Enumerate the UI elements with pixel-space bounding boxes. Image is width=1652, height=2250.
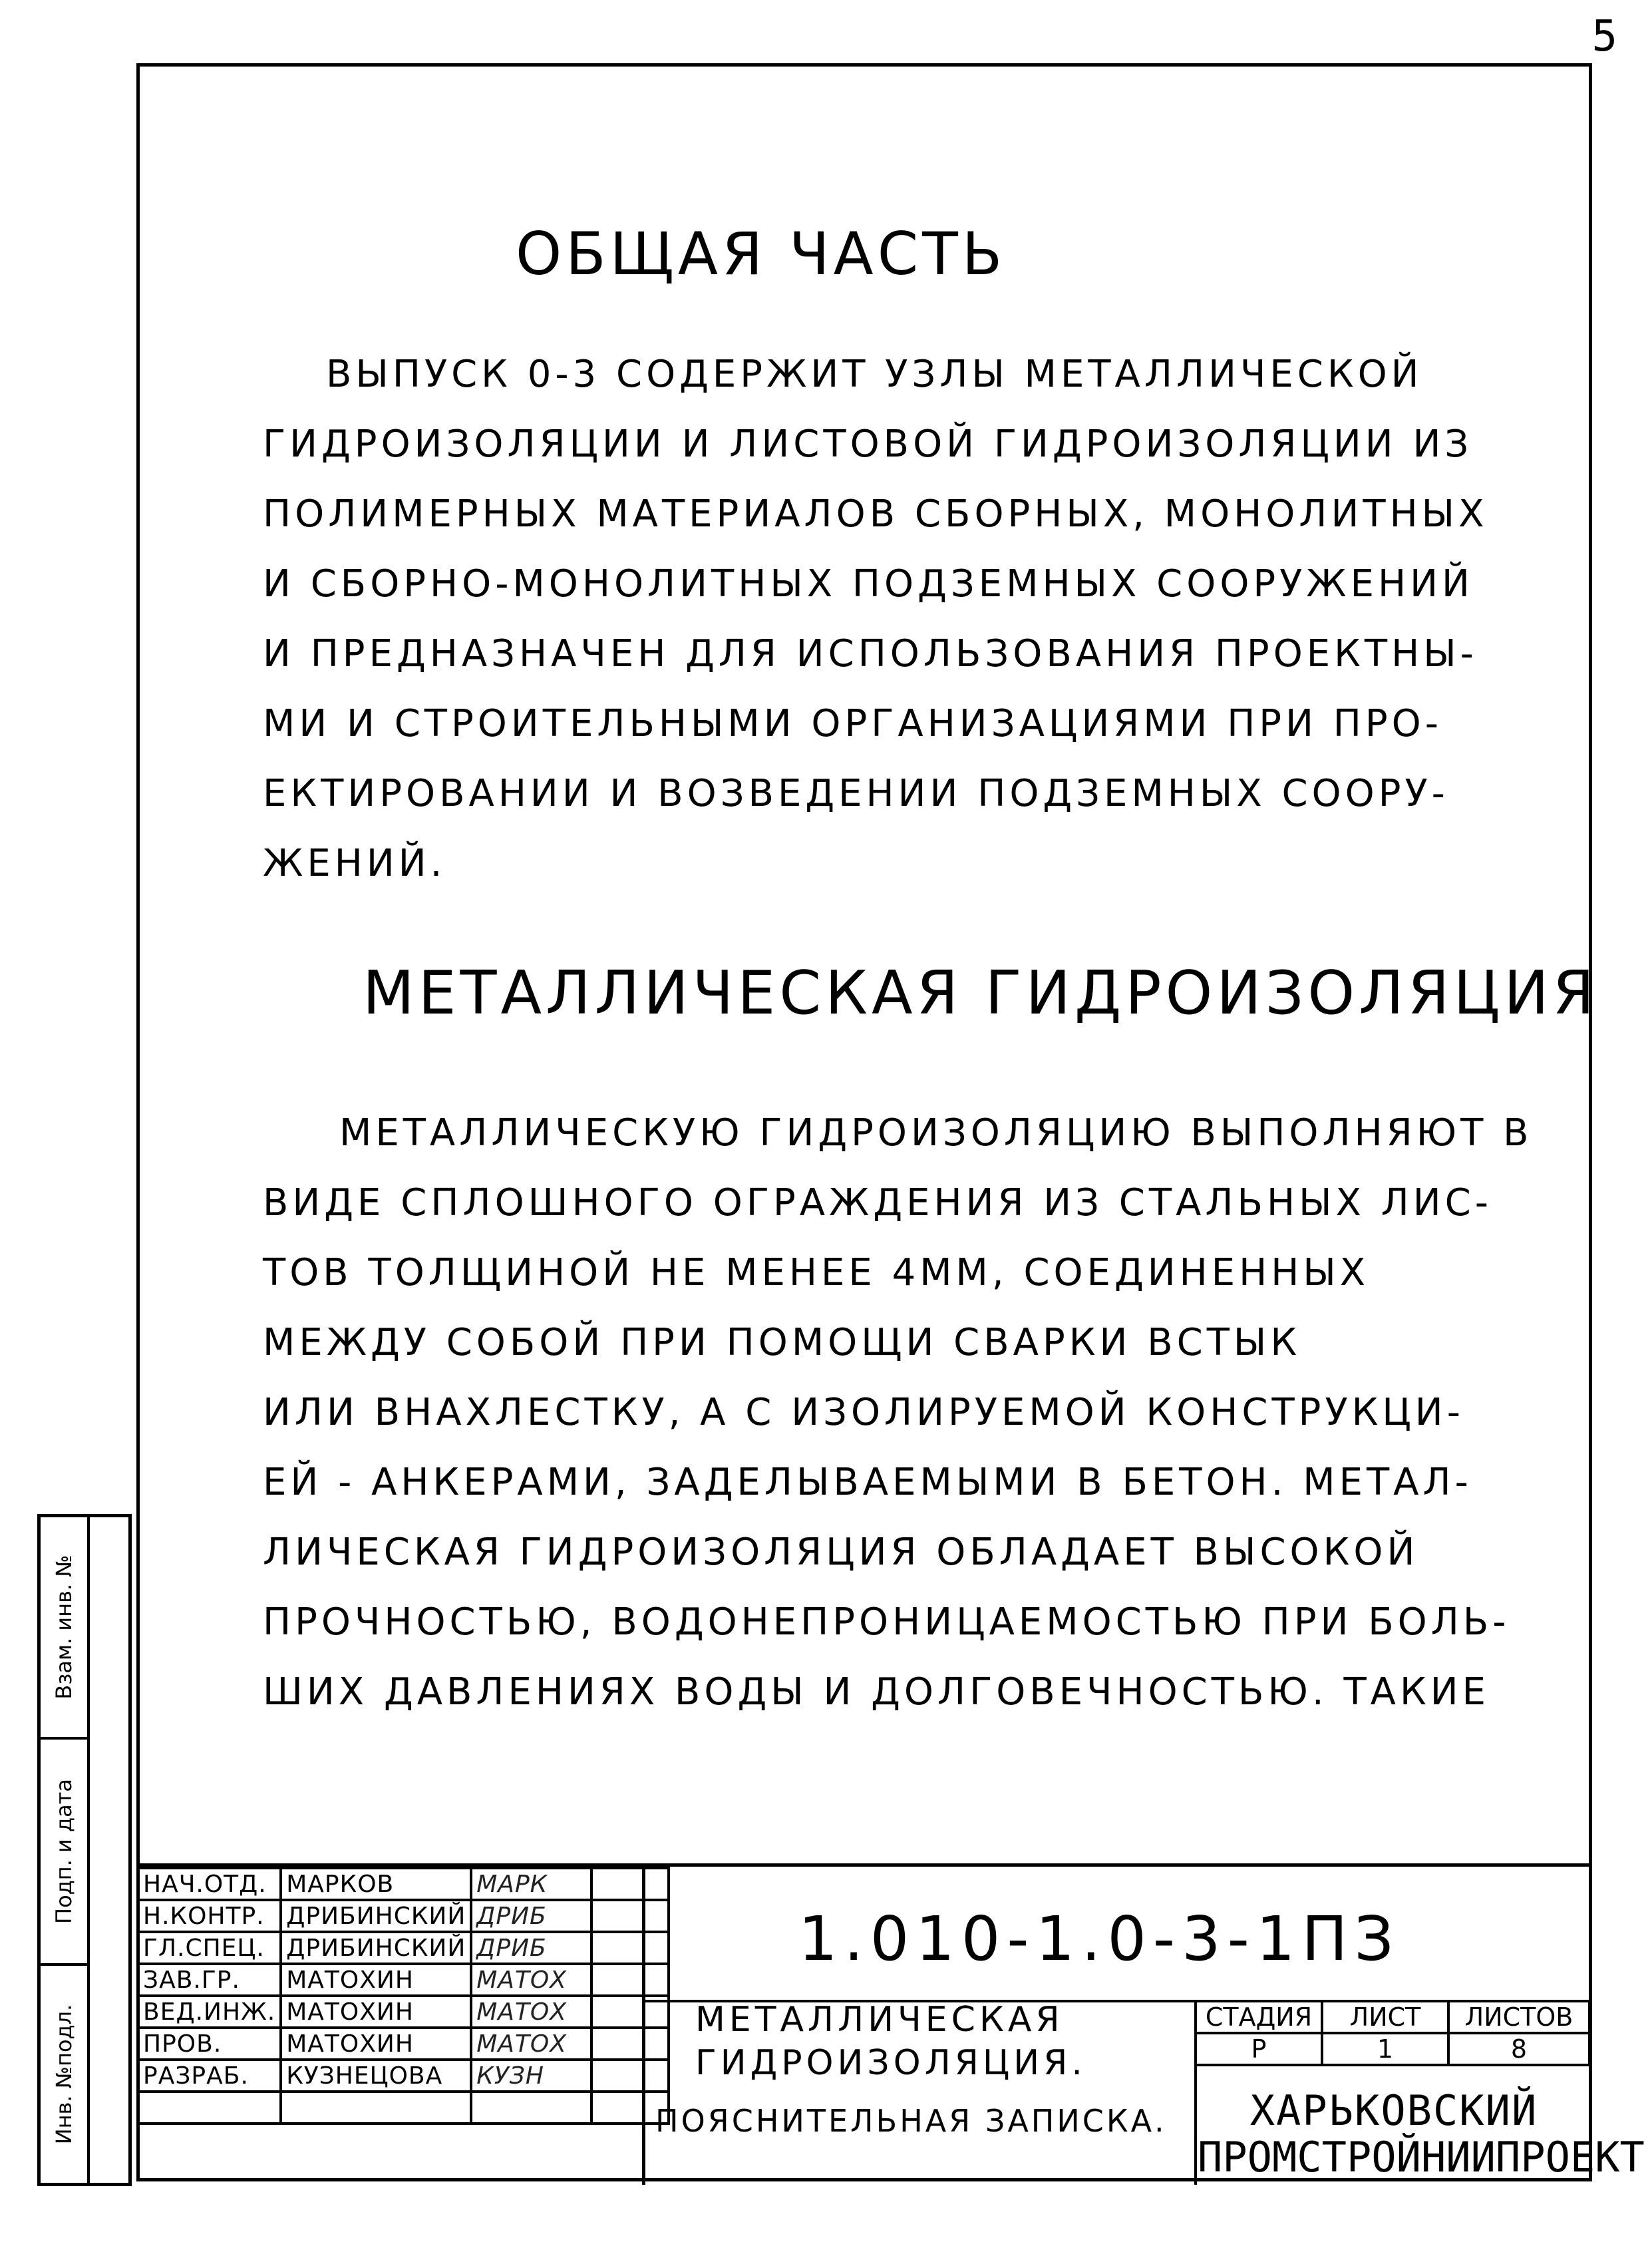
staff-row: [138, 1932, 669, 1964]
side-stamp-replace-inv: Взам. инв. №: [51, 1555, 77, 1700]
staff-date: [591, 1868, 669, 1900]
side-stamp-inv-original-cell: [41, 1963, 87, 2183]
page-number: 5: [1591, 12, 1617, 61]
staff-row: [138, 2060, 669, 2092]
staff-row: [138, 1964, 669, 1996]
paragraph-line: ТОВ ТОЛЩИНОЙ НЕ МЕНЕЕ 4ММ, СОЕДИНЕННЫХ: [263, 1251, 1370, 1294]
side-stamp-sign-date: Подп. и дата: [51, 1779, 77, 1924]
staff-role: ЗАВ.ГР.: [138, 1964, 281, 1996]
staff-name: ДРИБИНСКИЙ: [281, 1900, 471, 1932]
paragraph-line: ЕКТИРОВАНИИ И ВОЗВЕДЕНИИ ПОДЗЕМНЫХ СООРУ-: [263, 772, 1449, 815]
document-title-line2: ГИДРОИЗОЛЯЦИЯ.: [695, 2043, 1086, 2083]
paragraph-line: ЕЙ - АНКЕРАМИ, ЗАДЕЛЫВАЕМЫМИ В БЕТОН. МЕТАЛ-: [263, 1461, 1472, 1504]
organization-name-line1: ХАРЬКОВСКИЙ: [1249, 2086, 1538, 2135]
sheets-label: ЛИСТОВ: [1448, 2001, 1589, 2033]
paragraph-line: МИ И СТРОИТЕЛЬНЫМИ ОРГАНИЗАЦИЯМИ ПРИ ПРО-: [263, 702, 1442, 745]
staff-signature: МАРК: [471, 1868, 591, 1900]
stage-table: [1194, 2000, 1591, 2066]
paragraph-line: ПРОЧНОСТЬЮ, ВОДОНЕПРОНИЦАЕМОСТЬЮ ПРИ БОЛЬ-: [263, 1600, 1510, 1644]
heading-general-part: ОБЩАЯ ЧАСТЬ: [516, 220, 1007, 288]
staff-signature: ДРИБ: [471, 1900, 591, 1932]
sheet-value: 1: [1322, 2033, 1448, 2065]
document-type: ПОЯСНИТЕЛЬНАЯ ЗАПИСКА.: [655, 2103, 1167, 2139]
sheet-label: ЛИСТ: [1322, 2001, 1448, 2033]
side-stamp-left-column: [41, 1517, 90, 2183]
stage-label: СТАДИЯ: [1196, 2001, 1322, 2033]
heading-metal-waterproofing: МЕТАЛЛИЧЕСКАЯ ГИДРОИЗОЛЯЦИЯ: [363, 958, 1599, 1028]
staff-date: [591, 1900, 669, 1932]
staff-date: [591, 1996, 669, 2028]
staff-row: [138, 1900, 669, 1932]
staff-name: [281, 2092, 471, 2124]
staff-name: МАТОХИН: [281, 2028, 471, 2060]
staff-name: МАТОХИН: [281, 1964, 471, 1996]
staff-row: [138, 1996, 669, 2028]
paragraph-line: МЕТАЛЛИЧЕСКУЮ ГИДРОИЗОЛЯЦИЮ ВЫПОЛНЯЮТ В: [339, 1111, 1533, 1155]
staff-name: ДРИБИНСКИЙ: [281, 1932, 471, 1964]
side-stamp-inv-original: Инв. №подл.: [51, 2004, 77, 2145]
paragraph-line: ШИХ ДАВЛЕНИЯХ ВОДЫ И ДОЛГОВЕЧНОСТЬЮ. ТАКИЕ: [263, 1670, 1490, 1714]
stage-value: Р: [1196, 2033, 1322, 2065]
staff-name: КУЗНЕЦОВА: [281, 2060, 471, 2092]
side-stamp: [37, 1514, 132, 2186]
staff-date: [591, 1964, 669, 1996]
document-code: 1.010-1.0-3-1ПЗ: [798, 1903, 1401, 1974]
staff-date: [591, 2060, 669, 2092]
staff-signature: [471, 2092, 591, 2124]
staff-row: [138, 2092, 669, 2124]
staff-date: [591, 2028, 669, 2060]
staff-name: МАРКОВ: [281, 1868, 471, 1900]
document-title-line1: МЕТАЛЛИЧЕСКАЯ: [695, 2000, 1064, 2040]
paragraph-line: ПОЛИМЕРНЫХ МАТЕРИАЛОВ СБОРНЫХ, МОНОЛИТНЫХ: [263, 492, 1488, 536]
staff-role: ВЕД.ИНЖ.: [138, 1996, 281, 2028]
paragraph-line: ИЛИ ВНАХЛЕСТКУ, А С ИЗОЛИРУЕМОЙ КОНСТРУКЦИ-: [263, 1391, 1464, 1434]
side-stamp-replace-inv-cell: [41, 1517, 87, 1737]
paragraph-line: ГИДРОИЗОЛЯЦИИ И ЛИСТОВОЙ ГИДРОИЗОЛЯЦИИ ИЗ: [263, 423, 1473, 466]
paragraph-line: ЛИЧЕСКАЯ ГИДРОИЗОЛЯЦИЯ ОБЛАДАЕТ ВЫСОКОЙ: [263, 1531, 1419, 1574]
paragraph-line: ЖЕНИЙ.: [263, 842, 446, 885]
paragraph-line: И ПРЕДНАЗНАЧЕН ДЛЯ ИСПОЛЬЗОВАНИЯ ПРОЕКТНЫ-: [263, 632, 1478, 675]
staff-signature: МАТОХ: [471, 1964, 591, 1996]
staff-name: МАТОХИН: [281, 1996, 471, 2028]
staff-date: [591, 1932, 669, 1964]
staff-signature: ДРИБ: [471, 1932, 591, 1964]
paragraph-line: ВЫПУСК 0-3 СОДЕРЖИТ УЗЛЫ МЕТАЛЛИЧЕСКОЙ: [326, 353, 1423, 396]
staff-table: [136, 1867, 670, 2125]
sheets-value: 8: [1448, 2033, 1589, 2065]
staff-signature: МАТОХ: [471, 1996, 591, 2028]
staff-role: ГЛ.СПЕЦ.: [138, 1932, 281, 1964]
side-stamp-sign-date-cell: [41, 1737, 87, 1963]
staff-signature: МАТОХ: [471, 2028, 591, 2060]
staff-role: НАЧ.ОТД.: [138, 1868, 281, 1900]
staff-role: [138, 2092, 281, 2124]
staff-row: [138, 2028, 669, 2060]
paragraph-line: МЕЖДУ СОБОЙ ПРИ ПОМОЩИ СВАРКИ ВСТЫК: [263, 1321, 1301, 1364]
staff-role: ПРОВ.: [138, 2028, 281, 2060]
organization-name-line2: ПРОМСТРОЙНИИПРОЕКТ: [1198, 2133, 1645, 2181]
paragraph-line: И СБОРНО-МОНОЛИТНЫХ ПОДЗЕМНЫХ СООРУЖЕНИЙ: [263, 562, 1474, 606]
staff-role: РАЗРАБ.: [138, 2060, 281, 2092]
staff-role: Н.КОНТР.: [138, 1900, 281, 1932]
staff-signature: КУЗН: [471, 2060, 591, 2092]
paragraph-line: ВИДЕ СПЛОШНОГО ОГРАЖДЕНИЯ ИЗ СТАЛЬНЫХ ЛИС-: [263, 1181, 1492, 1224]
staff-row: [138, 1868, 669, 1900]
